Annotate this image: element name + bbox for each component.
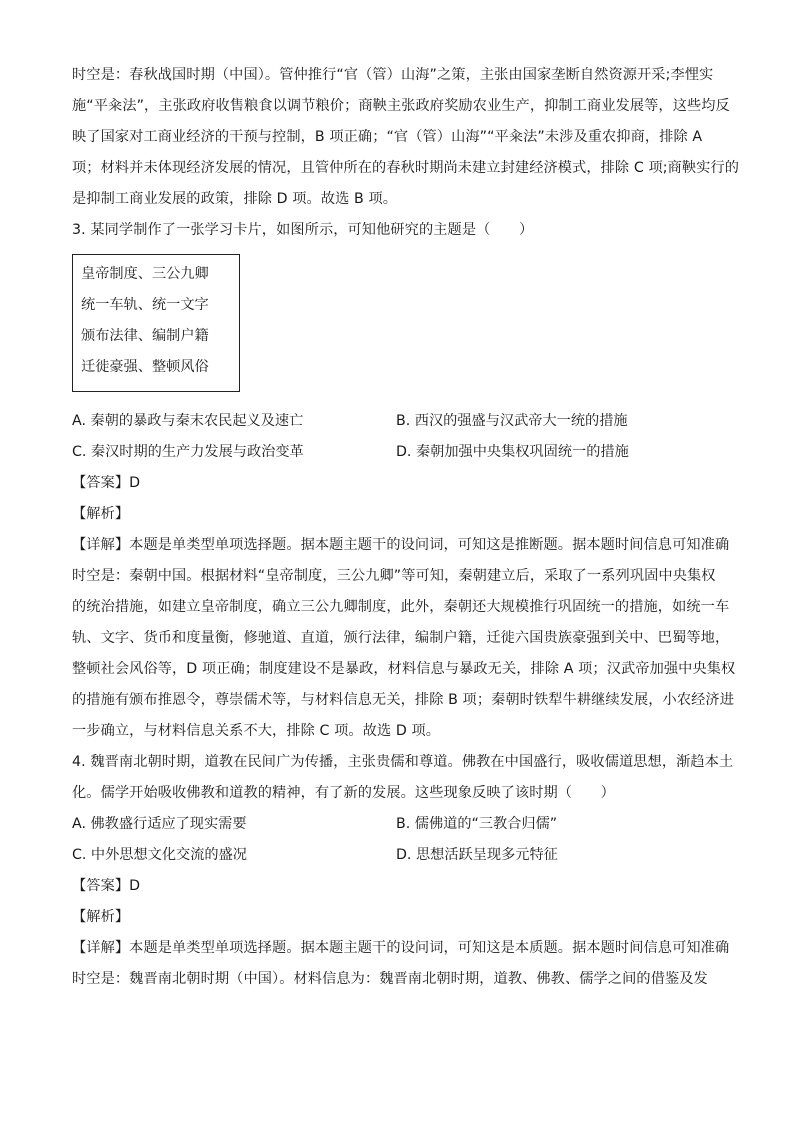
option-d: D. 思想活跃呈现多元特征 [396, 847, 558, 863]
answer-label: 【答案】D [72, 878, 141, 894]
option-c: C. 中外思想文化交流的盛况 [72, 847, 247, 863]
card-row: 迁徙豪强、整顿风俗 [81, 359, 209, 375]
detail-line: 一步确立，与材料信息关系不大，排除 C 项。故选 D 项。 [72, 723, 441, 739]
detail-line: 轨、文字、货币和度量衡，修驰道、直道，颁行法律，编制户籍，迁徙六国贵族豪强到关中、巴蜀等地， [72, 630, 730, 646]
detail-line: 【详解】本题是单类型单项选择题。据本题主题干的设问词，可知这是推断题。据本题时间信息可知准确 [72, 537, 730, 553]
question-stem: 4. 魏晋南北朝时期，道教在民间广为传播，主张贵儒和尊道。佛教在中国盛行，吸收儒道思想，渐趋本土 [72, 754, 734, 770]
detail-line: 的措施有颁布推恩令，尊崇儒术等，与材料信息无关，排除 B 项；秦朝时铁犁牛耕继续发展，小农经济进 [72, 692, 734, 708]
answer-label: 【答案】D [72, 475, 141, 491]
detail-line: 【详解】本题是单类型单项选择题。据本题主题干的设问词，可知这是本质题。据本题时间信息可知准确 [72, 940, 730, 956]
card-row: 颁布法律、编制户籍 [81, 328, 209, 344]
card-row: 皇帝制度、三公九卿 [81, 266, 209, 282]
card-row: 统一车轨、统一文字 [81, 297, 209, 313]
paragraph-line: 时空是：春秋战国时期（中国）。管仲推行“官（管）山海”之策，主张由国家垄断自然资源开采;李悝实 [72, 67, 714, 83]
options-row [72, 809, 722, 840]
detail-line: 时空是：魏晋南北朝时期（中国）。材料信息为：魏晋南北朝时期，道教、佛教、儒学之间的借鉴及发 [72, 971, 708, 987]
paragraph-line: 施“平籴法”，主张政府收售粮食以调节粮价；商鞅主张政府奖励农业生产，抑制工商业发展等，这些均反 [72, 98, 730, 114]
question-stem: 化。儒学开始吸收佛教和道教的精神，有了新的发展。这些现象反映了该时期（ ） [72, 785, 615, 801]
document-page [72, 60, 740, 995]
option-a: A. 秦朝的暴政与秦末农民起义及速亡 [72, 413, 304, 429]
detail-line: 整顿社会风俗等，D 项正确；制度建设不是暴政，材料信息与暴政无关，排除 A 项；汉武帝加强中央集权 [72, 661, 736, 677]
options-row [72, 437, 722, 468]
option-a: A. 佛教盛行适应了现实需要 [72, 816, 247, 832]
option-b: B. 西汉的强盛与汉武帝大一统的措施 [396, 413, 628, 429]
question-3 [72, 215, 736, 747]
question-4 [72, 747, 734, 995]
detail-line: 的统治措施，如建立皇帝制度，确立三公九卿制度，此外，秦朝还大规模推行巩固统一的措施，如统一车 [72, 599, 730, 615]
option-c: C. 秦汉时期的生产力发展与政治变革 [72, 444, 304, 460]
detail-line: 时空是：秦朝中国。根据材料“皇帝制度，三公九卿”等可知，秦朝建立后，采取了一系列巩固中央集权 [72, 568, 716, 584]
detail-paragraph [72, 530, 736, 747]
paragraph-line: 是抑制工商业发展的政策，排除 D 项。故选 B 项。 [72, 191, 398, 207]
top-paragraph [72, 60, 740, 215]
options-row [72, 406, 722, 437]
paragraph-line: 映了国家对工商业经济的干预与控制，B 项正确；“官（管）山海”“平籴法”未涉及重农抑商，排除 A [72, 129, 703, 145]
option-b: B. 儒佛道的“三教合归儒” [396, 816, 558, 832]
option-d: D. 秦朝加强中央集权巩固统一的措施 [396, 444, 629, 460]
study-card [72, 254, 240, 392]
question-stem: 3. 某同学制作了一张学习卡片，如图所示，可知他研究的主题是（ ） [72, 222, 534, 238]
analysis-label: 【解析】 [72, 909, 130, 925]
paragraph-line: 项；材料并未体现经济发展的情况，且管仲所在的春秋时期尚未建立封建经济模式，排除 C 项;商鞅实行的 [72, 160, 740, 176]
analysis-label: 【解析】 [72, 506, 130, 522]
options-row [72, 840, 722, 871]
detail-paragraph [72, 933, 730, 995]
